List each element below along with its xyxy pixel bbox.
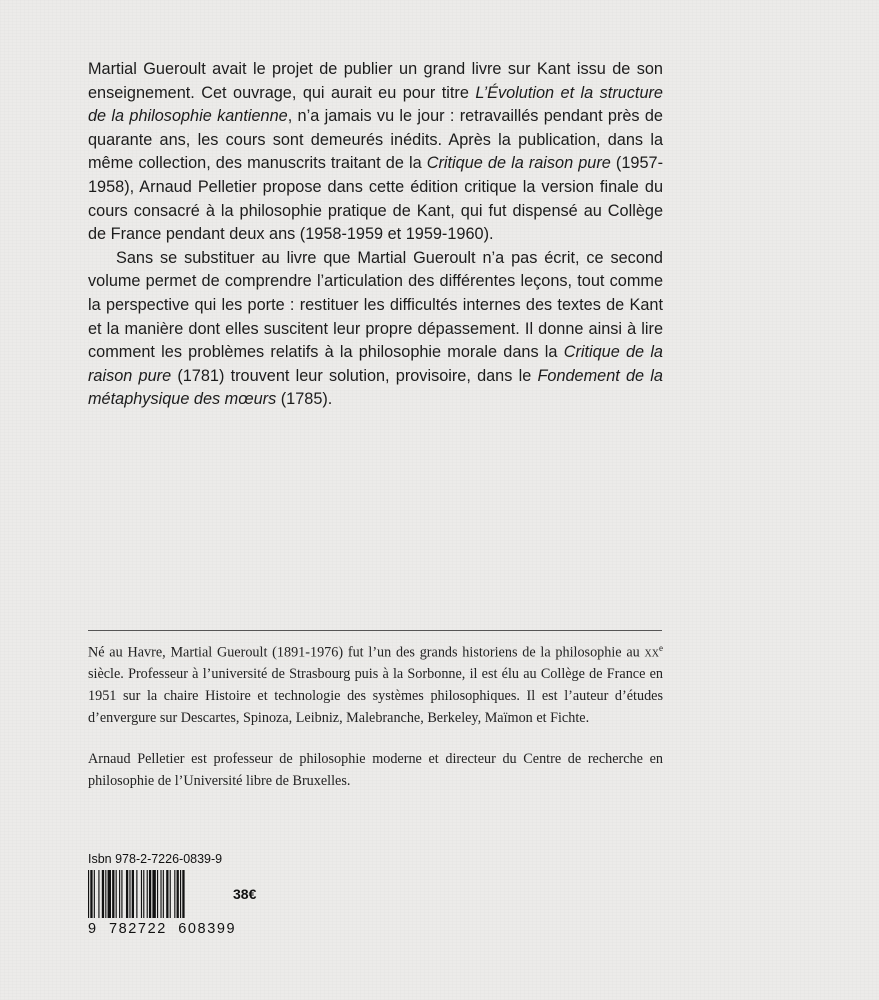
blurb-paragraph-2 [88,247,663,412]
gueroult-bio-start: Né au Havre, Martial Gueroult (1891-1976) fut l’un des grands historiens de la philosophie au [88,644,645,661]
text-run: (1781) trouvent leur solution, provisoire, dans le [171,366,538,385]
pelletier-bio: Arnaud Pelletier est professeur de philosophie moderne et directeur du Centre de recherche en philosophie de l’Université libre de Bruxelles. [88,751,663,789]
barcode-digits-mid: 782722 [108,921,167,937]
text-run: (1785). [276,390,333,409]
blurb-paragraph-1 [88,58,663,247]
barcode-icon [88,870,228,918]
barcode-digit-first: 9 [88,921,98,937]
isbn-label: Isbn 978-2-7226-0839-9 [88,852,223,866]
gueroult-bio-end: siècle. Professeur à l’université de Strasbourg puis à la Sorbonne, il est élu au Collège de France en 1951 sur la chaire Histoire et technologie des systèmes philosophiques. Il est l’auteur d’études d’envergure sur Descartes, Spinoza, Leibniz, Malebranche, Berkeley, Maïmon et Fichte. [88,666,663,726]
text-run: (1957-1958), Arnaud Pelletier propose dans cette édition critique la version finale du cours consacré à la philosophie pratique de Kant, qui fut dispensé au Collège de France pendant deux ans (1958-1959 et 1959-1960). [88,154,663,244]
author-bios [88,638,663,812]
italic-title: Critique de la raison pure [426,154,611,173]
blurb [88,58,663,412]
divider-rule [88,630,662,631]
text-run: Sans se substituer au livre que Martial Gueroult n’a pas écrit, ce second volume permet de comprendre l’articulation des différentes leçons, tout comme la perspective qui les porte : restituer les difficultés internes des textes de Kant et la manière dont elles suscitent leur propre dépassement. Il donne ainsi à lire comment les problèmes relatifs à la philosophie morale dans la [88,248,663,362]
text-run: Martial Gueroult avait le projet de publier un grand livre sur Kant issu de son enseignement. Cet ouvrage, qui aurait eu pour titre [88,60,663,102]
century-superscript: e [659,643,663,653]
barcode-digits [88,921,236,937]
italic-title: Fondement de la métaphysique des mœurs [88,366,663,409]
italic-title: L’Évolution et la structure de la philosophie kantienne [88,83,663,126]
century-numeral: xx [644,644,659,661]
price: 38€ [233,886,257,902]
barcode-digits-last: 608399 [178,921,237,937]
text-run: , n’a jamais vu le jour : retravaillés pendant près de quarante ans, les cours sont demeurés inédits. Après la publication, dans la même collection, des manuscrits traitant de la [88,107,663,173]
italic-title: Critique de la raison pure [88,343,663,385]
gueroult-bio [88,638,663,729]
